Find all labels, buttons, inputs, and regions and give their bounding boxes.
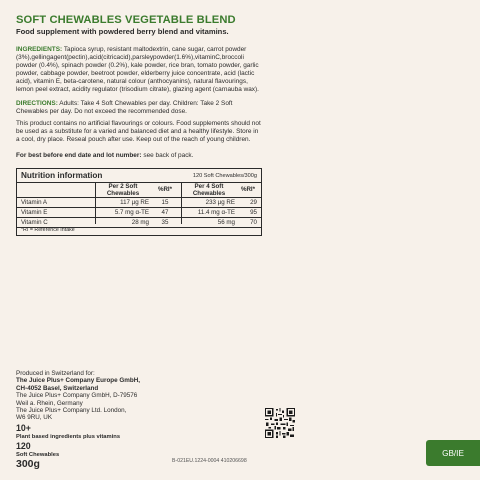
ingredient-count: 10+	[16, 423, 31, 433]
producer-line-bold: The Juice Plus+ Company Europe GmbH,	[16, 377, 141, 385]
row-name: Vitamin C	[21, 219, 48, 226]
row-ri-per4: 29	[250, 199, 257, 206]
row-name: Vitamin A	[21, 199, 48, 206]
col-header-per2: Per 2 Soft Chewables	[106, 183, 140, 197]
row-value-per2: 28 mg	[131, 219, 149, 226]
col-header-per4: Per 4 Soft Chewables	[192, 183, 226, 197]
best-before-label: For best before end date and lot number:	[16, 152, 142, 159]
ingredients-section	[16, 46, 263, 95]
producer-line: Produced in Switzerland for:	[16, 370, 95, 377]
directions-label: DIRECTIONS:	[16, 100, 58, 107]
row-ri-per4: 70	[250, 219, 257, 226]
table-divider	[17, 207, 261, 208]
row-ri-per4: 95	[250, 209, 257, 216]
row-ri-per2: 15	[161, 199, 169, 206]
producer-line: The Juice Plus+ Company Ltd. London,	[16, 407, 127, 415]
row-value-per4: 11.4 mg α-TE	[197, 209, 235, 216]
table-divider	[17, 197, 261, 198]
directions-text: Adults: Take 4 Soft Chewables per day. Children: Take 2 Soft Chewables per day. Do not exceed the recommended dose.	[16, 100, 233, 116]
ingredients-label: INGREDIENTS:	[16, 46, 63, 53]
best-before-text: see back of pack.	[143, 152, 194, 159]
product-codes: B-021EU.1224-0004 410206698	[172, 458, 247, 464]
storage-notes: This product contains no artificial flavourings or colours. Food supplements should not be used as a substitute for a varied and balanced diet and a healthy lifestyle. Store in a cool, dry place. Reseal pouch after use. Keep out of the reach of young children.	[16, 120, 261, 144]
directions-section	[16, 100, 263, 116]
net-weight: 300g	[16, 458, 40, 470]
producer-address	[16, 370, 140, 422]
chewable-count: 120	[16, 441, 31, 451]
row-name: Vitamin E	[21, 209, 48, 216]
producer-line	[16, 377, 140, 384]
best-before-section	[16, 152, 263, 160]
row-ri-per2: 35	[161, 219, 169, 226]
row-ri-per2: 47	[161, 209, 169, 216]
qr-code-icon	[265, 408, 295, 438]
producer-line: Weil a. Rhein, Germany	[16, 399, 83, 407]
row-value-per2: 5.7 mg α-TE	[114, 209, 149, 216]
nutrition-title: Nutrition information	[21, 171, 103, 180]
chewable-count-label: Soft Chewables	[16, 452, 60, 458]
producer-line: The Juice Plus+ Company GmbH, D-79576	[16, 392, 138, 400]
row-value-per4: 233 µg RE	[205, 199, 235, 206]
product-title: SOFT CHEWABLES VEGETABLE BLEND	[16, 14, 236, 26]
col-header-ri4: %RI*	[240, 186, 256, 193]
nutrition-table	[16, 168, 262, 236]
producer-line	[16, 385, 140, 392]
row-value-per2: 117 µg RE	[120, 199, 149, 206]
producer-line: W6 9RU, UK	[16, 414, 53, 422]
region-badge: GB/IE	[426, 440, 480, 466]
ingredient-count-label: Plant based ingredients plus vitamins	[16, 434, 121, 440]
ingredients-text: Tapioca syrup, resistant maltodextrin, cane sugar, carrot powder (3%),gellingagent(pectin),acid(citricacid),parsleypowder(1.6%),vitaminC,broccoli powder (0.4%), spinach powder (0.2%), kale powder, rice bran, tomato powder, garlic powder, cabbage powder, beetroot powder, elderberry juice concentrate, acid (lactic acid), vitamin E, beta-carotene, natural colour (anthocyanins), natural flavourings, lemon peel extract, acidity regulator (trisodium citrate), glazing agent (carnauba wax).	[16, 46, 259, 94]
product-subtitle: Food supplement with powdered berry blend and vitamins.	[16, 27, 229, 36]
nutrition-footnote: *RI = Reference Intake	[21, 227, 75, 233]
row-value-per4: 56 mg	[217, 219, 235, 226]
col-header-ri2: %RI*	[157, 186, 173, 193]
table-divider	[17, 217, 261, 218]
producer-line-bold: CH-4052 Basel, Switzerland	[16, 384, 99, 392]
nutrition-servings: 120 Soft Chewables/300g	[192, 173, 257, 179]
